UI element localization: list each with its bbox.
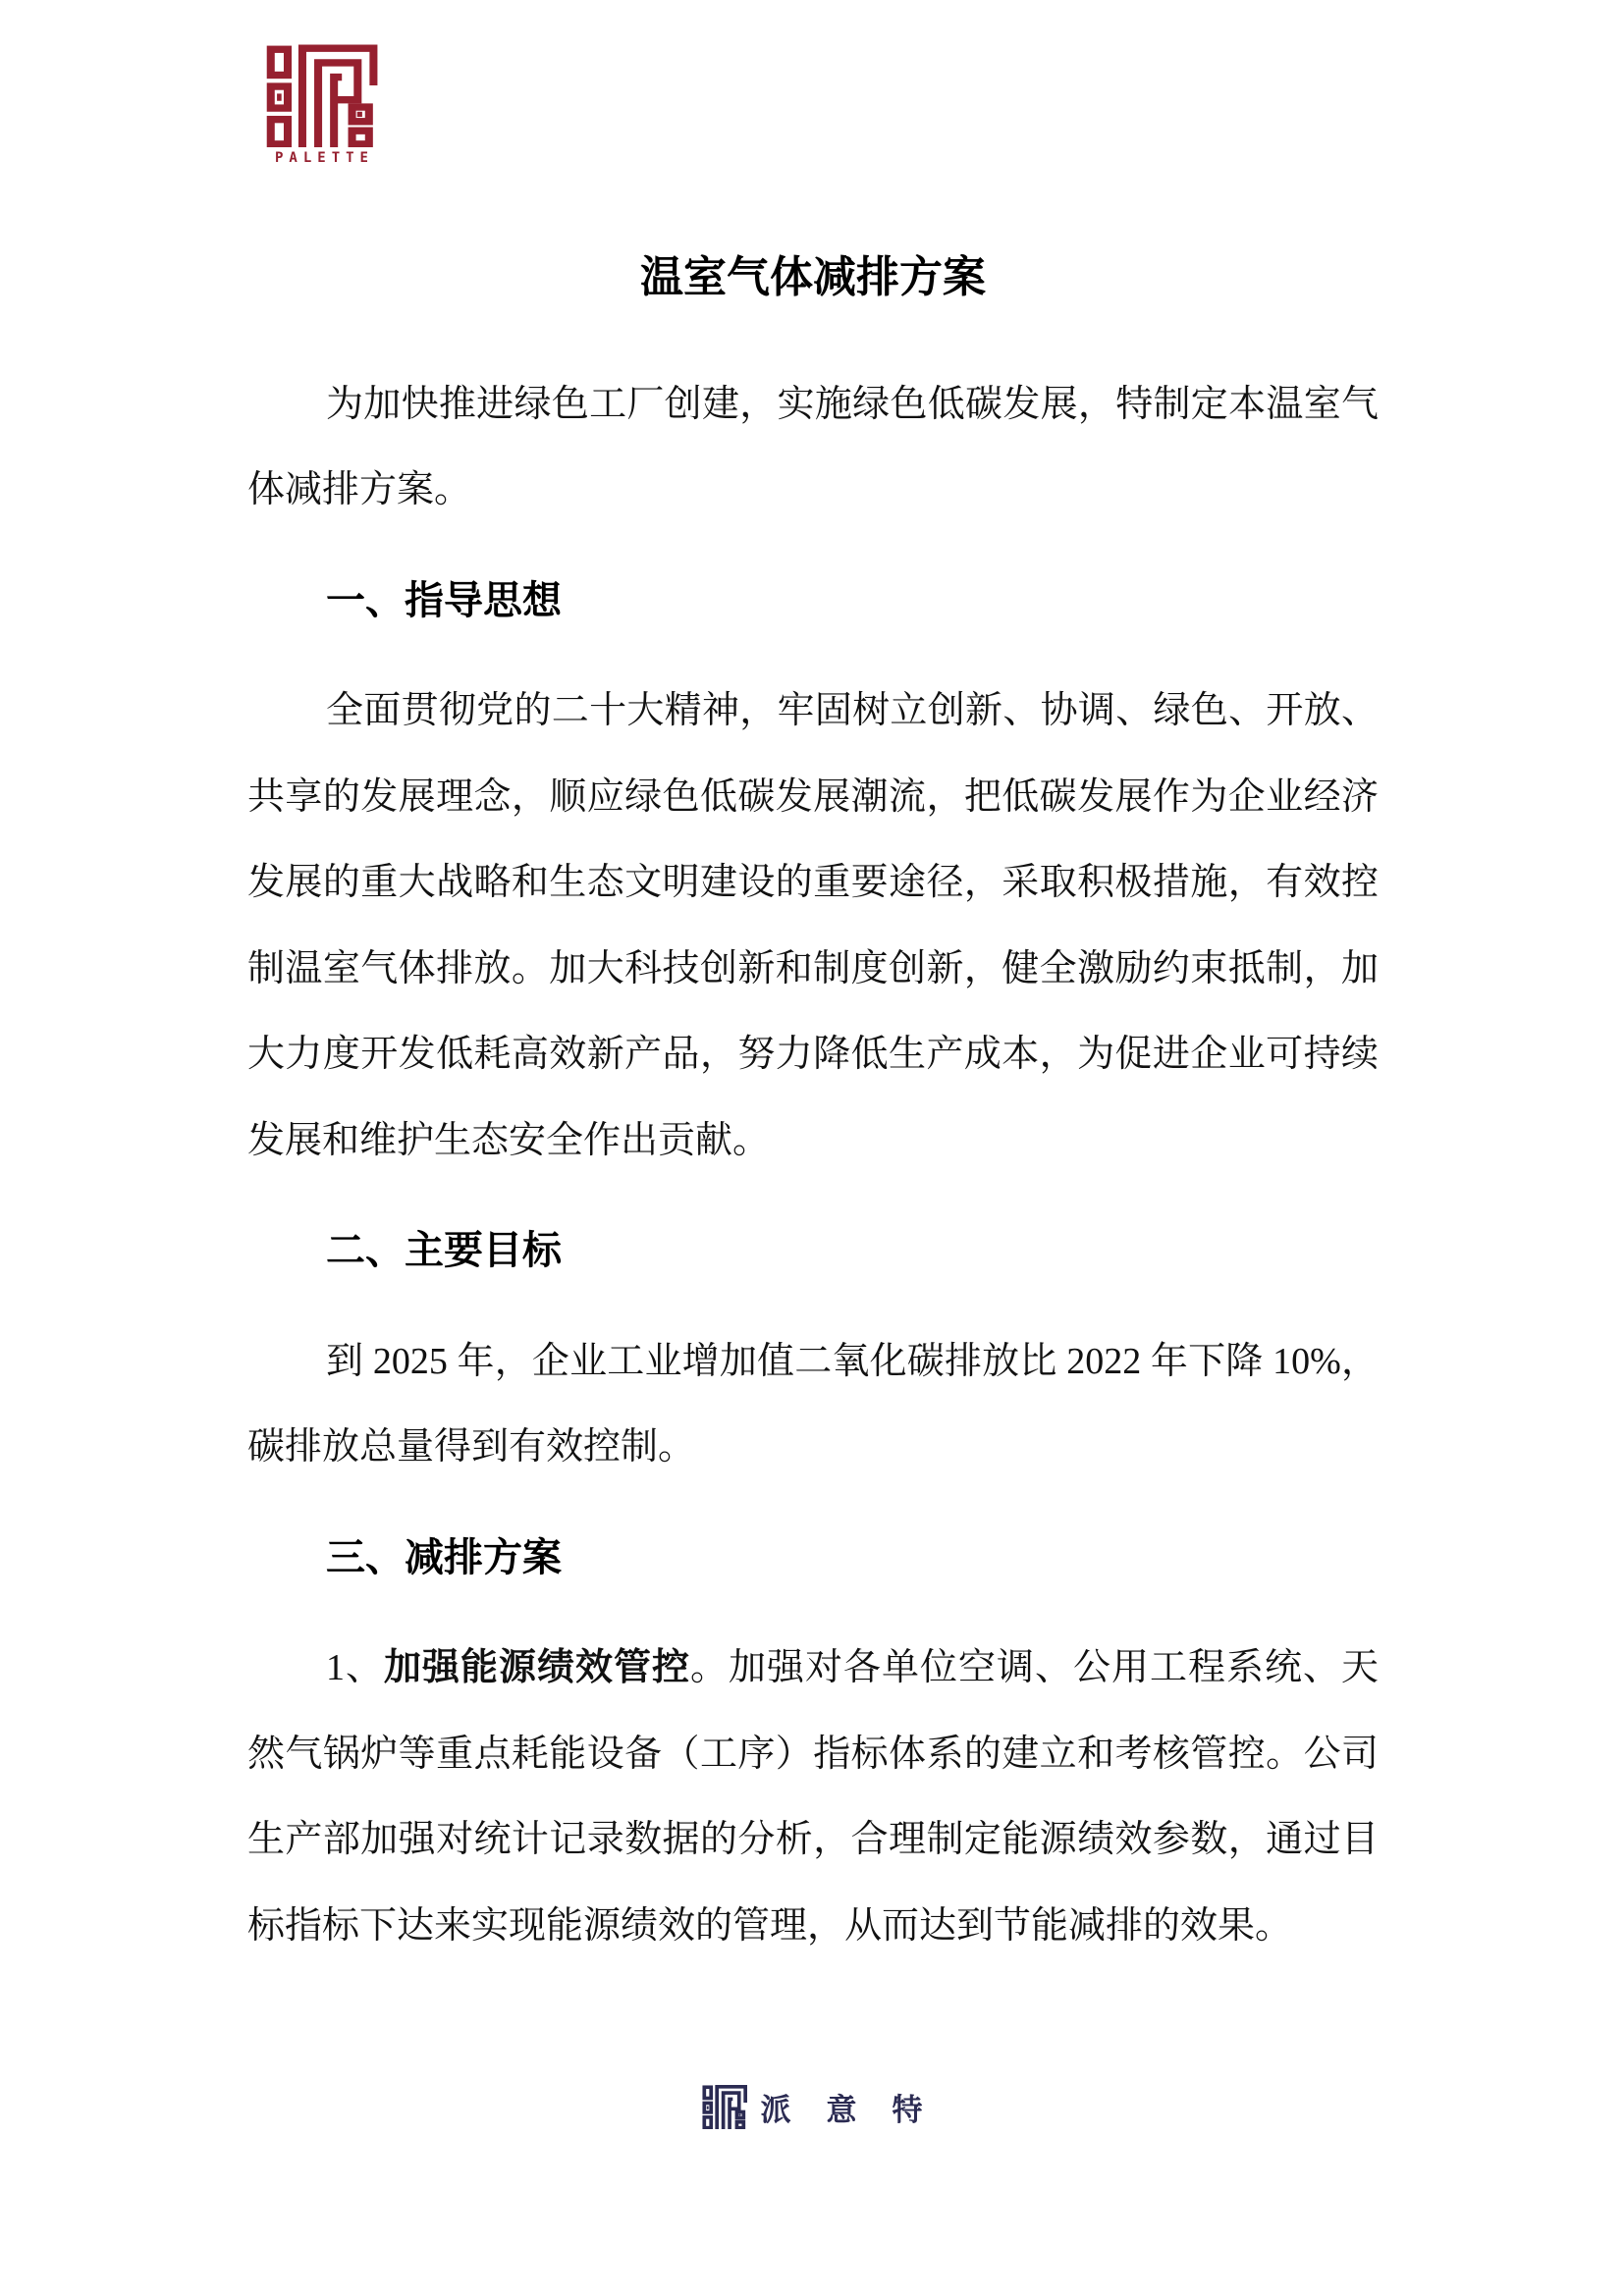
palette-logo-text: PALETTE (274, 150, 374, 166)
section-heading-main-targets: 二、主要目标 (326, 1229, 562, 1272)
document-title: 温室气体减排方案 (640, 253, 986, 301)
footer-brand-text: 派意特 (760, 2093, 958, 2127)
section-body-reduction-plan-item1 (247, 1626, 1379, 1969)
palette-logo (265, 44, 378, 166)
section-body-main-targets: 到 2025 年，企业工业增加值二氧化碳排放比 2022 年下降 10%，碳排放总量得到有效控制。 (247, 1340, 1379, 1468)
section-body-guiding-ideology: 全面贯彻党的二十大精神，牢固树立创新、协调、绿色、开放、共享的发展理念，顺应绿色低碳发展潮流，把低碳发展作为企业经济发展的重大战略和生态文明建设的重要途径，采取积极措施，有效控制温室气体排放。加大科技创新和制度创新，健全激励约束抵制，加大力度开发低耗高效新产品，努力降低生产成本，为促进企业可持续发展和维护生态安全作出贡献。 (247, 690, 1379, 1161)
item-number: 1、 (326, 1647, 384, 1688)
item-body-text: 。加强对各单位空调、公用工程系统、天然气锅炉等重点耗能设备（工序）指标体系的建立和考核管控。公司生产部加强对统计记录数据的分析，合理制定能源绩效参数，通过目标指标下达来实现能源绩效的管理，从而达到节能减排的效果。 (247, 1647, 1379, 1947)
footer-brand (0, 2085, 1624, 2129)
section-heading-guiding-ideology: 一、指导思想 (326, 578, 562, 622)
paiyite-maze-logo-icon (702, 2085, 747, 2129)
intro-paragraph: 为加快推进绿色工厂创建，实施绿色低碳发展，特制定本温室气体减排方案。 (247, 383, 1379, 510)
item-lead-bold: 加强能源绩效管控 (384, 1647, 690, 1688)
section-heading-reduction-plan: 三、减排方案 (326, 1535, 562, 1579)
palette-maze-logo-icon (265, 44, 378, 147)
